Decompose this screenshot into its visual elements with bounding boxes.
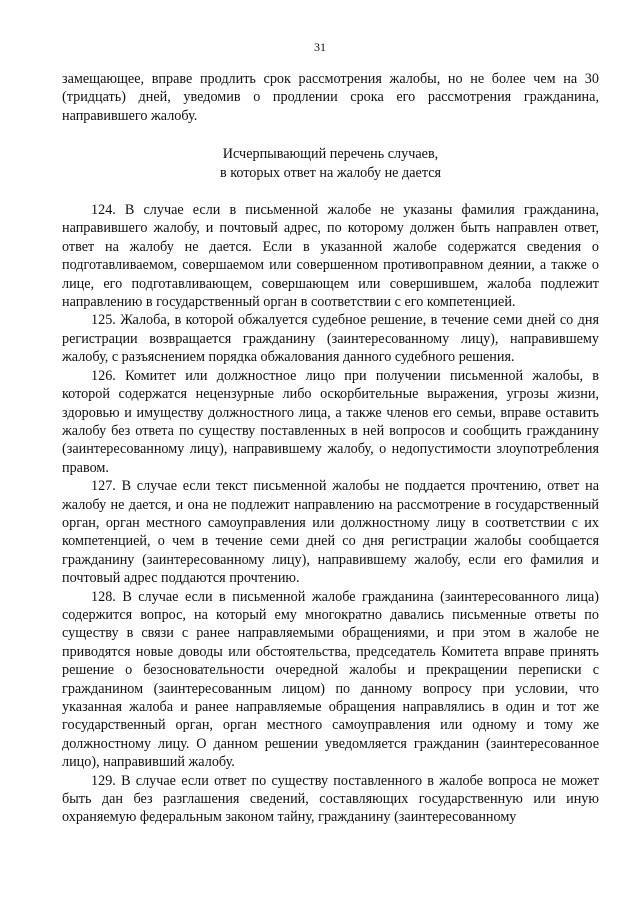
paragraph-128: 128. В случае если в письменной жалобе гражданина (заинтересованного лица) содержится вопрос, на который ему многократно давались письменные ответы по существу в связи с ранее направляемыми обращениями, и при этом в жалобе не приводятся новые доводы или обстоятельства, председатель Комитета вправе принять решение о безосновательности очередной жалобы и прекращении переписки с гражданином (заинтересованным лицом) по данному вопросу при условии, что указанная жалоба и ранее направляемые обращения направлялись в один и тот же государственный орган, орган местного самоуправления или одному и тому же должностному лицу. О данном решении уведомляется гражданин (заинтересованное лицо), направивший жалобу. <box>62 588 599 771</box>
paragraph-129: 129. В случае если ответ по существу поставленного в жалобе вопроса не может быть дан без разглашения сведений, составляющих государственную или иную охраняемую федеральным законом тайну, гражданину (заинтересованному <box>62 772 599 826</box>
paragraph-126: 126. Комитет или должностное лицо при получении письменной жалобы, в которой содержатся нецензурные либо оскорбительные выражения, угрозы жизни, здоровью и имуществу должностного лица, а также членов его семьи, вправе оставить жалобу без ответа по существу поставленных в ней вопросов и сообщить гражданину (заинтересованному лицу), направившему жалобу, о недопустимости злоупотребления правом. <box>62 367 599 476</box>
section-heading-line-2: в которых ответ на жалобу не дается <box>219 164 442 181</box>
intro-paragraph: замещающее, вправе продлить срок рассмотрения жалобы, но не более чем на 30 (тридцать) дней, уведомив о продлении срока его рассмотрения гражданина, направившего жалобу. <box>62 71 599 124</box>
paragraph-124: 124. В случае если в письменной жалобе не указаны фамилия гражданина, направившего жалобу, и почтовый адрес, по которому должен быть направлен ответ, ответ на жалобу не дается. Если в указанной жалобе содержатся сведения о подготавливаемом, совершаемом или совершенном противоправном деянии, а также о лице, его подготавливающем, совершающем или совершившем, жалоба подлежит направлению в государственный орган в соответствии с его компетенцией. <box>62 202 599 311</box>
section-heading <box>62 145 599 182</box>
section-heading-line-1: Исчерпывающий перечень случаев, <box>222 146 439 163</box>
paragraph-125: 125. Жалоба, в которой обжалуется судебное решение, в течение семи дней со дня регистрации возвращается гражданину (заинтересованному лицу), направившему жалобу, с разъяснением порядка обжалования данного судебного решения. <box>62 312 599 366</box>
page-number: 31 <box>314 40 326 54</box>
paragraph-127: 127. В случае если текст письменной жалобы не поддается прочтению, ответ на жалобу не дается, и она не подлежит направлению на рассмотрение в государственный орган, орган местного самоуправления или должностному лицу в соответствии с их компетенцией, о чем в течение семи дней со дня регистрации жалобы сообщается гражданину (заинтересованному лицу), направившему жалобу, если его фамилия и почтовый адрес поддаются прочтению. <box>62 478 599 587</box>
page-content <box>62 70 599 827</box>
